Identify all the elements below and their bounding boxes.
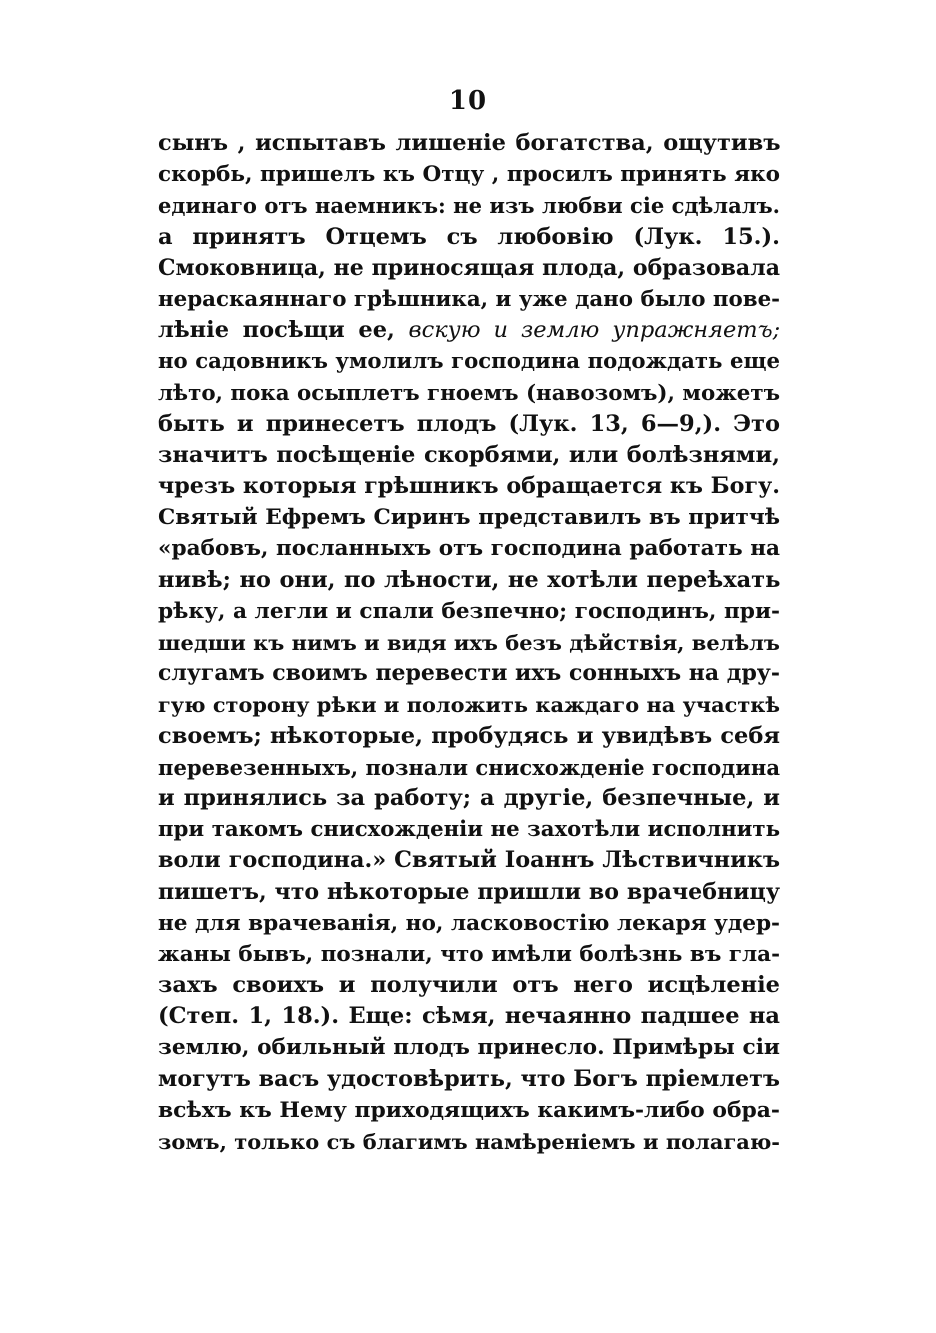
text-line: Святый Ефремъ Сиринъ представилъ въ притчѣ: [158, 505, 780, 531]
text-line: (Степ. 1, 18.). Еще: сѣмя, нечаянно падшее на: [158, 1003, 780, 1030]
text-line: [158, 315, 780, 346]
text-line: захъ своихъ и получили отъ него исцѣленіе: [158, 972, 780, 999]
page-number: 10: [448, 86, 488, 116]
text-line: жаны бывъ, познали, что имѣли болѣзнь въ гла-: [158, 941, 780, 967]
body-text: [158, 128, 780, 1157]
text-line: значитъ посѣщеніе скорбями, или болѣзнями,: [158, 441, 780, 468]
text-line: могутъ васъ удостовѣрить, что Богъ пріемлетъ: [158, 1065, 780, 1092]
text-line: и принялись за работу; а другіе, безпечные, и: [158, 784, 780, 811]
text-line: пишетъ, что нѣкоторые пришли во врачебницу: [158, 878, 780, 905]
text-line: рѣку, а легли и спали безпечно; господинъ, при-: [158, 598, 780, 624]
text-line: лѣто, пока осыплетъ гноемъ (навозомъ), можетъ: [158, 380, 780, 406]
text-line-regular: лѣніе посѣщи ее,: [158, 317, 395, 344]
text-line: слугамъ своимъ перевести ихъ сонныхъ на дру-: [158, 660, 780, 687]
text-line: нераскаяннаго грѣшника, и уже дано было пове-: [158, 286, 780, 312]
text-line: перевезенныхъ, познали снисхожденіе господина: [158, 754, 780, 780]
text-line: «рабовъ, посланныхъ отъ господина работать на: [158, 536, 780, 562]
text-line: землю, обильный плодъ принесло. Примѣры сіи: [158, 1035, 780, 1061]
text-line: всѣхъ къ Нему приходящихъ какимъ-либо обра-: [158, 1097, 780, 1123]
text-line: скорбь, пришелъ къ Отцу , просилъ принять яко: [158, 162, 780, 188]
text-line: зомъ, только съ благимъ намѣреніемъ и полагаю-: [158, 1129, 780, 1154]
text-line: своемъ; нѣкоторые, пробудясь и увидѣвъ себя: [158, 722, 780, 749]
text-line: сынъ , испытавъ лишеніе богатства, ощутивъ: [158, 130, 780, 156]
text-line: шедши къ нимъ и видя ихъ безъ дѣйствія, велѣлъ: [158, 630, 780, 655]
text-line-italic: вскую и землю упражняетъ;: [408, 317, 780, 344]
text-line: при такомъ снисхожденіи не захотѣли исполнить: [158, 817, 780, 843]
text-line: единаго отъ наемникъ: не изъ любви сіе сдѣлалъ.: [158, 193, 780, 219]
text-line: воли господина.» Святый Іоаннъ Лѣствичникъ: [158, 847, 780, 874]
text-line: быть и принесетъ плодъ (Лук. 13, 6—9,). Это: [158, 410, 780, 437]
text-line: чрезъ которыя грѣшникъ обращается къ Богу.: [158, 473, 780, 500]
text-line: не для врачеванія, но, ласковостію лекаря удер-: [158, 910, 780, 936]
text-line: но садовникъ умолилъ господина подождать еще: [158, 349, 780, 375]
text-line: а принятъ Отцемъ съ любовію (Лук. 15.).: [158, 223, 780, 250]
text-line: гую сторону рѣки и положить каждаго на участкѣ: [158, 692, 780, 718]
text-line: Смоковница, не приносящая плода, образовала: [158, 254, 780, 281]
text-line: нивѣ; но они, по лѣности, не хотѣли переѣхать: [158, 566, 780, 593]
